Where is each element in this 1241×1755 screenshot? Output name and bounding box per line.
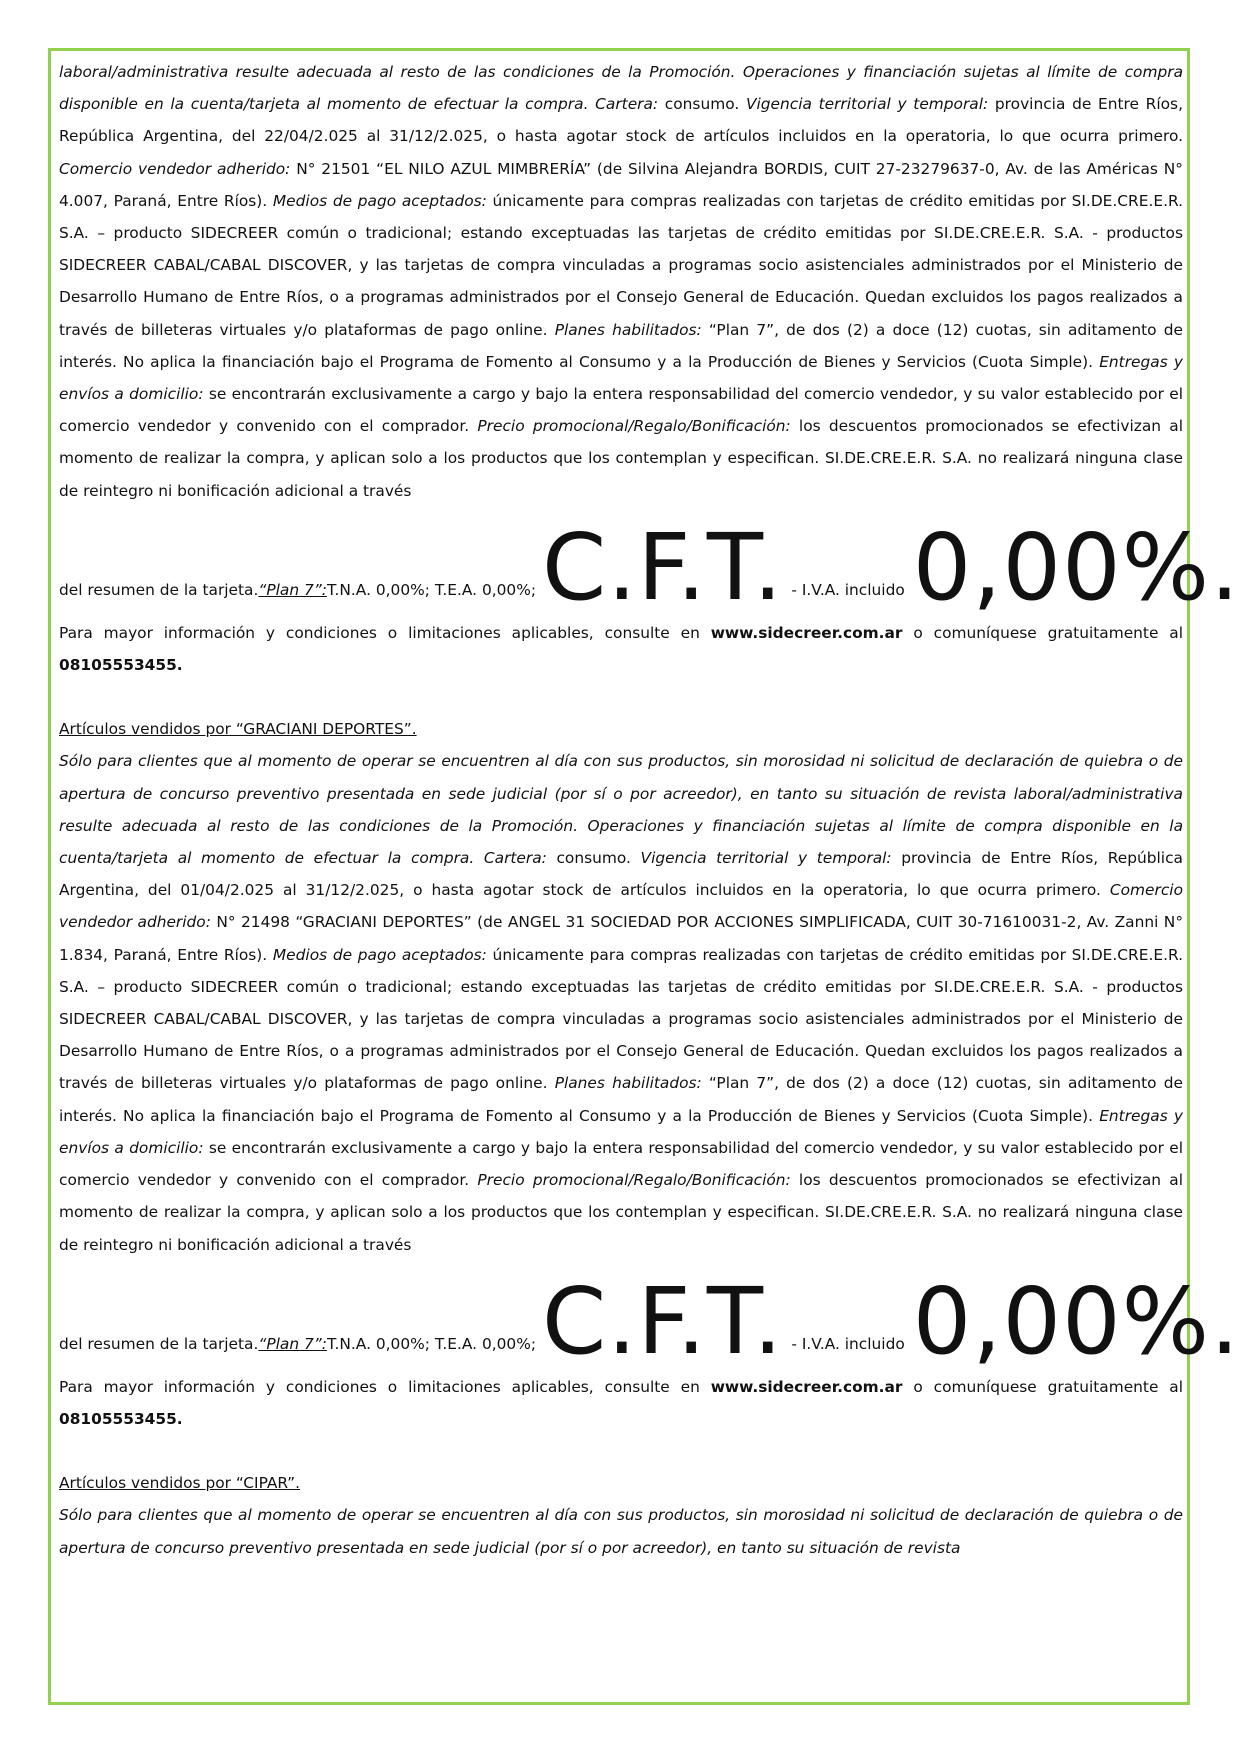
text: consumo. bbox=[658, 95, 746, 114]
iva-text: - I.V.A. incluido bbox=[791, 1335, 905, 1354]
text-italic: Sólo para clientes que al momento de operar se encuentren al día con sus productos, sin morosidad ni solicitud de declaración de quiebra o de apertura de concurso preventivo presentada en sede judicial (por sí o por acreedor), en tanto su situación de revista laboral/administrativa resulte adecuada al resto de las condiciones de la Promoción. Operaciones y financiación sujetas al límite de compra disponible en la cuenta/tarjeta al momento de efectuar la compra. Cartera: bbox=[59, 752, 1183, 868]
terms-paragraph-nilo-azul bbox=[59, 56, 1183, 507]
info-paragraph bbox=[59, 1371, 1183, 1435]
info-paragraph bbox=[59, 617, 1183, 681]
text-italic: Entregas y envíos a domicilio: bbox=[59, 352, 1183, 404]
text: únicamente para compras realizadas con tarjetas de crédito emitidas por SI.DE.CRE.E.R. S.A. – producto SIDECREER común o tradicional; estando exceptuadas las tarjetas de crédito emitidas por SI.DE.CRE.E.R. S.A. - productos SIDECREER CABAL/CABAL DISCOVER, y las tarjetas de compra vinculadas a programas socio asistenciales administrados por el Ministerio de Desarrollo Humano de Entre Ríos, o a programas administrados por el Consejo General de Educación. Quedan excluidos los pagos realizados a través de billeteras virtuales y/o plataformas de pago online. bbox=[59, 191, 1183, 339]
text: “Plan 7”, de dos (2) a doce (12) cuotas, sin aditamento de interés. No aplica la financiación bajo el Programa de Fomento al Consumo y a la Producción de Bienes y Servicios (Cuota Simple). bbox=[59, 1074, 1183, 1125]
info-text: Para mayor información y condiciones o limitaciones aplicables, consulte en bbox=[59, 623, 711, 642]
text: los descuentos promocionados se efectivizan al momento de realizar la compra, y aplican solo a los productos que los contemplan y especifican. SI.DE.CRE.E.R. S.A. no realizará ninguna clase de reintegro ni bonificación adicional a través bbox=[59, 417, 1183, 500]
text: se encontrarán exclusivamente a cargo y bajo la entera responsabilidad del comercio vendedor, y su valor establecido por el comercio vendedor y convenido con el comprador. bbox=[59, 385, 1183, 436]
cft-value: 0,00%. bbox=[912, 1267, 1241, 1375]
text-italic: Vigencia territorial y temporal: bbox=[640, 849, 892, 868]
text-italic: Entregas y envíos a domicilio: bbox=[59, 1106, 1183, 1157]
rates-text: T.N.A. 0,00%; T.E.A. 0,00%; bbox=[326, 1335, 537, 1354]
website-link[interactable]: www.sidecreer.com.ar bbox=[710, 1377, 903, 1396]
info-text: Para mayor información y condiciones o limitaciones aplicables, consulte en bbox=[59, 1377, 711, 1396]
plan-label: “Plan 7”: bbox=[258, 581, 327, 600]
cft-line bbox=[59, 1261, 1241, 1375]
cft-value: 0,00%. bbox=[912, 513, 1241, 621]
terms-paragraph-graciani bbox=[59, 745, 1183, 1260]
text-italic: Planes habilitados: bbox=[554, 1074, 702, 1093]
text-italic: Medios de pago aceptados: bbox=[272, 191, 487, 210]
text: los descuentos promocionados se efectivizan al momento de realizar la compra, y aplican solo a los productos que los contemplan y especifican. SI.DE.CRE.E.R. S.A. no realizará ninguna clase de reintegro ni bonificación adicional a través bbox=[59, 1171, 1183, 1254]
rates-text: T.N.A. 0,00%; T.E.A. 0,00%; bbox=[326, 581, 537, 600]
text: consumo. bbox=[546, 849, 641, 868]
text: N° 21501 “EL NILO AZUL MIMBRERÍA” (de Silvina Alejandra BORDIS, CUIT 27-23279637-0, Av. de las Américas N° 4.007, Paraná, Entre Ríos). bbox=[59, 159, 1183, 210]
text: únicamente para compras realizadas con tarjetas de crédito emitidas por SI.DE.CRE.E.R. S.A. – producto SIDECREER común o tradicional; estando exceptuadas las tarjetas de crédito emitidas por SI.DE.CRE.E.R. S.A. - productos SIDECREER CABAL/CABAL DISCOVER, y las tarjetas de compra vinculadas a programas socio asistenciales administrados por el Ministerio de Desarrollo Humano de Entre Ríos, o a programas administrados por el Consejo General de Educación. Quedan excluidos los pagos realizados a través de billeteras virtuales y/o plataformas de pago online. bbox=[59, 945, 1183, 1093]
text-italic: Precio promocional/Regalo/Bonificación: bbox=[477, 417, 791, 436]
cft-prefix: del resumen de la tarjeta. bbox=[59, 581, 259, 600]
text: se encontrarán exclusivamente a cargo y bajo la entera responsabilidad del comercio vendedor, y su valor establecido por el comercio vendedor y convenido con el comprador. bbox=[59, 1138, 1183, 1190]
website-link[interactable]: www.sidecreer.com.ar bbox=[710, 623, 903, 642]
text: “Plan 7”, de dos (2) a doce (12) cuotas, sin aditamento de interés. No aplica la financiación bajo el Programa de Fomento al Consumo y a la Producción de Bienes y Servicios (Cuota Simple). bbox=[59, 320, 1183, 371]
text-italic: Comercio vendedor adherido: bbox=[59, 159, 291, 178]
cft-prefix: del resumen de la tarjeta. bbox=[59, 1335, 259, 1354]
text: N° 21498 “GRACIANI DEPORTES” (de ANGEL 31 SOCIEDAD POR ACCIONES SIMPLIFICADA, CUIT 30-71610031-2, Av. Zanni N° 1.834, Paraná, Entre Ríos). bbox=[59, 913, 1184, 964]
info-text-2: o comuníquese gratuitamente al bbox=[902, 1377, 1183, 1396]
text-italic: Precio promocional/Regalo/Bonificación: bbox=[477, 1171, 791, 1190]
section-heading-cipar: Artículos vendidos por “CIPAR”. bbox=[59, 1474, 300, 1493]
cft-label: C.F.T. bbox=[542, 513, 784, 621]
cft-line bbox=[59, 507, 1241, 621]
phone-number: 08105553455. bbox=[59, 1409, 183, 1428]
info-text-2: o comuníquese gratuitamente al bbox=[902, 623, 1183, 642]
section-heading-graciani: Artículos vendidos por “GRACIANI DEPORTES”. bbox=[59, 720, 417, 739]
text-italic: Planes habilitados: bbox=[554, 320, 702, 339]
cft-label: C.F.T. bbox=[542, 1267, 784, 1375]
terms-paragraph-cipar bbox=[59, 1499, 1183, 1563]
text: provincia de Entre Ríos, República Argentina, del 22/04/2.025 al 31/12/2.025, o hasta agotar stock de artículos incluidos en la operatoria, lo que ocurra primero. bbox=[59, 95, 1183, 146]
plan-label: “Plan 7”: bbox=[258, 1335, 327, 1354]
text-italic: Vigencia territorial y temporal: bbox=[745, 95, 989, 114]
text-italic: Sólo para clientes que al momento de operar se encuentren al día con sus productos, sin morosidad ni solicitud de declaración de quiebra o de apertura de concurso preventivo presentada en sede judicial (por sí o por acreedor), en tanto su situación de revista bbox=[59, 1506, 1183, 1557]
text: provincia de Entre Ríos, República Argentina, del 01/04/2.025 al 31/12/2.025, o hasta agotar stock de artículos incluidos en la operatoria, lo que ocurra primero. bbox=[59, 849, 1183, 900]
text-italic: Comercio vendedor adherido: bbox=[59, 881, 1183, 932]
text-italic: Medios de pago aceptados: bbox=[272, 945, 487, 964]
text-italic: laboral/administrativa resulte adecuada al resto de las condiciones de la Promoción. Operaciones y financiación sujetas al límite de compra disponible en la cuenta/tarjeta al momento de efectuar la compra. Cartera: bbox=[59, 63, 1183, 114]
document-body bbox=[59, 56, 1241, 1564]
phone-number: 08105553455. bbox=[59, 656, 183, 675]
iva-text: - I.V.A. incluido bbox=[791, 581, 905, 600]
